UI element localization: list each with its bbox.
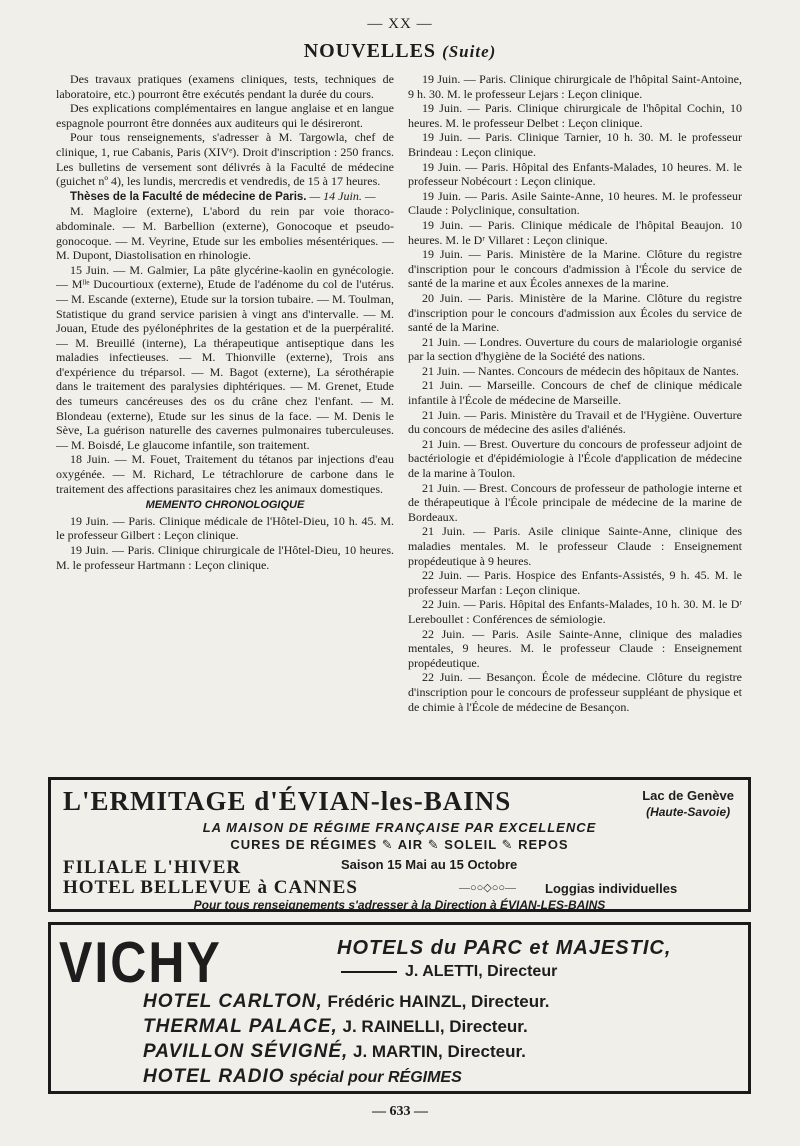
paragraph: 19 Juin. — Paris. Clinique médicale de l'Hôtel-Dieu, 10 h. 45. M. le professeur Gilbert : Leçon clinique. — [56, 513, 394, 543]
list-item: 22 Juin. — Paris. Asile Sainte-Anne, clinique des maladies mentales, 9 heures. M. le professeur Claude : Enseignement propédeutique. — [408, 626, 742, 670]
vichy-carlton-name: HOTEL CARLTON, — [143, 991, 323, 1012]
evian-tagline: LA MAISON DE RÉGIME FRANÇAISE PAR EXCELLENCE — [202, 820, 597, 835]
paragraph: M. Magloire (externe), L'abord du rein par voie thoraco-abdominale. — M. Barbellion (externe), Gonocoque et pseudo-gonocoque. — M. Veyrine, Etude sur les embolies mésentériques. — M. Dupont, Diastolisation en rhinologie. — [56, 204, 394, 263]
list-item: 21 Juin. — Brest. Concours de professeur de pathologie interne et de thérapeutique à l'École principale de médecine de la marine de Bordeaux. — [408, 480, 742, 524]
section-title — [0, 40, 800, 63]
evian-brand: L'ERMITAGE d'ÉVIAN-les-BAINS — [63, 786, 512, 816]
vichy-parc: HOTELS du PARC et MAJESTIC, — [337, 937, 672, 959]
list-item: 22 Juin. — Paris. Hôpital des Enfants-Malades, 10 h. 30. M. le Dʳ Lereboullet : Conférences de sémiologie. — [408, 597, 742, 626]
paragraph: Pour tous renseignements, s'adresser à M. Targowla, chef de clinique, 1, rue Cabanis, Paris (XIVᵉ). Droit d'inscription : 250 francs. Les bulletins de versement sont délivrés à la Faculté de médecine (guichet nº 4), les lundis, mercredis et vendredis, de 15 à 17 heures. — [56, 130, 394, 189]
vichy-radio-name: HOTEL RADIO — [143, 1066, 285, 1087]
vichy-aletti-line — [341, 963, 557, 981]
vichy-sevigne-name: PAVILLON SÉVIGNÉ, — [143, 1041, 349, 1062]
evian-cures: CURES DE RÉGIMES ✎ AIR ✎ SOLEIL ✎ REPOS — [230, 837, 569, 852]
evian-bellevue: HOTEL BELLEVUE à CANNES — [63, 877, 358, 898]
evian-region: (Haute-Savoie) — [646, 805, 731, 819]
theses-date: — 14 Juin. — — [309, 188, 376, 203]
list-item: 21 Juin. — Nantes. Concours de médecin des hôpitaux de Nantes. — [422, 363, 739, 378]
left-column — [56, 72, 394, 572]
vichy-sevigne — [143, 1041, 526, 1063]
list-item: 19 Juin. — Paris. Clinique chirurgicale de l'hôpital Saint-Antoine, 9 h. 30. M. le professeur Lejars : Leçon clinique. — [408, 72, 742, 101]
list-item: 19 Juin. — Paris. Clinique médicale de l'hôpital Beaujon. 10 heures. M. le Dʳ Villaret : Leçon clinique. — [408, 217, 742, 247]
theses-heading-paragraph — [56, 189, 394, 205]
paragraph: 15 Juin. — M. Galmier, La pâte glycérine-kaolin en gynécologie. — Mˡˡᵉ Ducourtioux (externe), Etude de l'adénome du col de l'utérus. — M. Escande (externe), Etude sur la torsion tubaire. — M. Toulman, Statistique du grand service parisien à vingt ans d'intervalle. — M. Jouan, Etude des pyélonéphrites de la gestation et de la puerpéralité. — M. Breuillé (interne), La thérapeutique antiseptique dans les maladies infectieuses. — M. Thionville (externe), Trois ans d'expérience du tréparsol. — M. Bagot (externe), La sérothérapie dans le traitement des paralysies diphtériques. — M. Grenet, Etude des tumeurs cancéreuses des os du crâne chez l'enfant. — M. Blondeau (externe), Etude sur les sinus de la face. — M. Denis le Sève, La guérison naturelle des cavernes pulmonaires tuberculeuses. — M. Boisdé, Le glaucome infantile, son traitement. — [56, 262, 394, 452]
vichy-radio — [143, 1066, 462, 1088]
vichy-thermal-director: J. RAINELLI, Directeur. — [342, 1017, 528, 1036]
vichy-sevigne-director: J. MARTIN, Directeur. — [353, 1042, 526, 1061]
vichy-carlton-director: Frédéric HAINZL, Directeur. — [327, 992, 550, 1011]
evian-location — [642, 788, 734, 820]
evian-loggias: Loggias individuelles — [545, 881, 678, 896]
list-item: 21 Juin. — Brest. Ouverture du concours de professeur adjoint de bactériologie et d'épidémiologie à l'École d'application de médecine de la marine à Toulon. — [408, 436, 742, 481]
vichy-radio-tail: spécial pour RÉGIMES — [289, 1069, 462, 1086]
evian-advertisement — [48, 777, 751, 912]
paragraph: 18 Juin. — M. Fouet, Traitement du tétanos par injections d'eau oxygénée. — M. Richard, Le tétrachlorure de carbone dans le traitement des affections parasitaires chez les animaux domestiques. — [56, 452, 394, 496]
evian-filiale: FILIALE L'HIVER — [63, 857, 242, 878]
list-item: 21 Juin. — Paris. Ministère du Travail et de l'Hygiène. Ouverture du concours de médecine des asiles d'aliénés. — [408, 407, 742, 437]
list-item: 19 Juin. — Paris. Hôpital des Enfants-Malades, 10 heures. M. le professeur Nobécourt : Leçon clinique. — [408, 159, 742, 189]
section-title-text: NOUVELLES — [303, 40, 437, 62]
paragraph: Des explications complémentaires en langue anglaise et en langue espagnole pourront être données aux auditeurs qui le désireront. — [56, 101, 394, 130]
list-item: 21 Juin. — Londres. Ouverture du cours de malariologie organisé par la section d'hygiène de la Société des nations. — [408, 334, 742, 364]
evian-lac: Lac de Genève — [642, 788, 734, 803]
vichy-thermal-name: THERMAL PALACE, — [143, 1016, 338, 1037]
vichy-carlton — [143, 991, 549, 1013]
vichy-aletti: J. ALETTI, Directeur — [405, 963, 558, 980]
paragraph: Des travaux pratiques (examens cliniques, tests, techniques de laboratoire, etc.) pourront être exécutés pendant la durée du cours. — [56, 72, 394, 101]
vichy-advertisement — [48, 922, 751, 1094]
list-item: 22 Juin. — Paris. Hospice des Enfants-Assistés, 9 h. 45. M. le professeur Marfan : Leçon clinique. — [408, 568, 742, 597]
list-item: 22 Juin. — Besançon. École de médecine. Clôture du registre d'inscription pour le concours de professeur suppléant de physique et de chimie à l'École de médecine de Besançon. — [408, 670, 742, 714]
paragraph: 19 Juin. — Paris. Clinique chirurgicale de l'Hôtel-Dieu, 10 heures. M. le professeur Hartmann : Leçon clinique. — [56, 543, 394, 572]
ornament-icon: —○○◇○○— — [459, 882, 517, 894]
right-column — [408, 72, 742, 714]
evian-saison: Saison 15 Mai au 15 Octobre — [341, 857, 518, 872]
evian-info: Pour tous renseignements s'adresser à la Direction à ÉVIAN-LES-BAINS — [193, 898, 606, 912]
list-item: 19 Juin. — Paris. Clinique Tarnier, 10 h. 30. M. le professeur Brindeau : Leçon clinique. — [408, 130, 742, 159]
vichy-thermal — [143, 1016, 528, 1038]
vichy-logo: VICHY — [59, 930, 222, 995]
memento-heading: MEMENTO CHRONOLOGIQUE — [145, 499, 305, 512]
list-item: 19 Juin. — Paris. Asile Sainte-Anne, 10 heures. M. le professeur Claude : Polyclinique, consultation. — [408, 188, 742, 218]
theses-heading: Thèses de la Faculté de médecine de Paris. — [70, 190, 307, 203]
page-number: — 633 — — [372, 1104, 428, 1119]
list-item: 21 Juin. — Paris. Asile clinique Sainte-Anne, clinique des maladies mentales. M. le professeur Claude : Enseignement propédeutique à 9 heures. — [408, 524, 742, 568]
list-item: 19 Juin. — Paris. Ministère de la Marine. Clôture du registre d'inscription pour le concours d'admission à l'École du service de santé de la marine et aux Écoles annexes de la marine. — [408, 247, 742, 291]
divider — [341, 971, 397, 973]
list-item: 21 Juin. — Marseille. Concours de chef de clinique médicale infantile à l'École de médecine de Marseille. — [408, 378, 742, 408]
section-title-suite: (Suite) — [442, 42, 497, 61]
list-item: 19 Juin. — Paris. Clinique chirurgicale de l'hôpital Cochin, 10 heures. M. le professeur Delbet : Leçon clinique. — [408, 101, 742, 130]
list-item: 20 Juin. — Paris. Ministère de la Marine. Clôture du registre d'inscription pour le concours d'admission aux Écoles du service de santé de la Marine. — [408, 290, 742, 335]
page-header: — XX — — [367, 16, 433, 32]
